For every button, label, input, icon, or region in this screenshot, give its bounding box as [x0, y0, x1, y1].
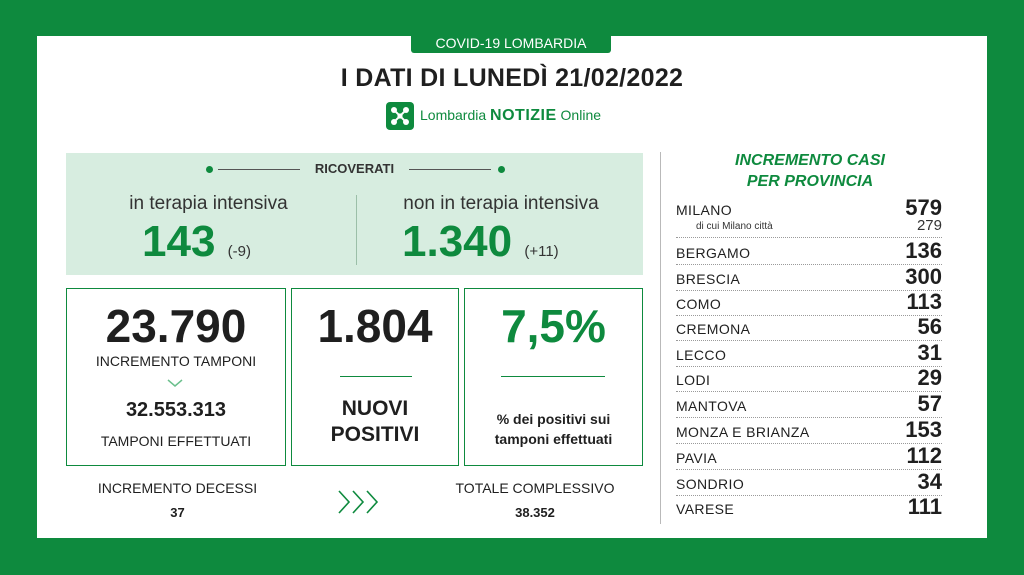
province-value: 579 — [905, 195, 942, 220]
nti-value — [402, 217, 559, 267]
ti-value-number: 143 — [142, 217, 216, 266]
province-name: SONDRIO — [676, 476, 745, 492]
percentuale-box — [464, 288, 643, 466]
decessi-total-value: 38.352 — [515, 505, 555, 520]
tamponi-box — [66, 288, 286, 466]
province-row — [676, 342, 942, 367]
province-row — [676, 240, 942, 265]
logo-suffix: Online — [560, 107, 602, 123]
decessi-increment-label: INCREMENTO DECESSI — [97, 480, 258, 496]
province-name: MILANO — [676, 202, 733, 218]
province-name: LECCO — [676, 347, 727, 363]
province-name: VARESE — [676, 501, 735, 517]
province-value: 57 — [917, 391, 942, 416]
province-row — [676, 393, 942, 418]
province-value: 56 — [917, 314, 942, 339]
lombardia-rose-icon — [386, 102, 414, 130]
chevrons-right-icon — [337, 488, 381, 521]
province-row — [676, 316, 942, 341]
province-value: 112 — [906, 443, 942, 468]
province-row — [676, 266, 942, 291]
province-value: 300 — [905, 264, 942, 289]
ricoverati-line-right — [409, 169, 491, 170]
province-row — [676, 496, 942, 520]
milano-sub-row — [676, 219, 942, 238]
milano-sub-value: 279 — [916, 217, 942, 234]
header-pill: COVID-19 LOMBARDIA — [411, 33, 611, 53]
province-value: 113 — [906, 289, 942, 314]
ricoverati-title: RICOVERATI — [314, 161, 395, 176]
tamponi-total-label: TAMPONI EFFETTUATI — [100, 433, 252, 449]
ricoverati-divider — [356, 195, 357, 265]
province-value: 34 — [917, 469, 942, 494]
province-name: CREMONA — [676, 321, 751, 337]
decessi-total-label: TOTALE COMPLESSIVO — [455, 480, 615, 496]
tamponi-total: 32.553.313 — [125, 399, 227, 421]
page-title: I DATI DI LUNEDÌ 21/02/2022 — [340, 64, 684, 92]
ricoverati-panel — [66, 153, 643, 275]
province-value: 29 — [917, 365, 942, 390]
province-name: PAVIA — [676, 450, 718, 466]
nti-value-number: 1.340 — [402, 217, 513, 266]
province-row — [676, 419, 942, 444]
province-title-line1: INCREMENTO CASI — [735, 152, 885, 169]
percentuale-value: 7,5% — [501, 300, 606, 352]
positivi-box — [291, 288, 459, 466]
positivi-value: 1.804 — [317, 300, 433, 352]
province-name: MONZA E BRIANZA — [676, 424, 810, 440]
province-value: 136 — [905, 238, 942, 263]
province-title-line2: PER PROVINCIA — [746, 173, 874, 190]
logo-text — [420, 107, 601, 125]
province-separator — [660, 152, 661, 524]
lombardia-notizie-logo — [386, 101, 601, 131]
ti-value — [142, 217, 251, 267]
province-name: LODI — [676, 372, 711, 388]
positivi-divider — [340, 376, 412, 377]
positivi-label-line2: POSITIVI — [330, 423, 420, 446]
province-value: 31 — [917, 340, 942, 365]
tamponi-increment: 23.790 — [105, 300, 247, 352]
positivi-label-line1: NUOVI — [341, 397, 409, 420]
percentuale-label-line2: tamponi effettuati — [494, 431, 613, 447]
province-row — [676, 445, 942, 470]
ti-label: in terapia intensiva — [129, 193, 288, 214]
province-title — [670, 150, 950, 192]
province-row — [676, 291, 942, 316]
tamponi-increment-label: INCREMENTO TAMPONI — [95, 353, 257, 369]
percentuale-label-line1: % dei positivi sui — [496, 411, 611, 427]
province-name: BRESCIA — [676, 271, 741, 287]
percentuale-divider — [501, 376, 605, 377]
chevron-down-icon — [167, 375, 183, 393]
province-row — [676, 471, 942, 496]
province-name: MANTOVA — [676, 398, 747, 414]
province-row — [676, 197, 942, 221]
province-row — [676, 367, 942, 392]
milano-sub-label: di cui Milano città — [696, 221, 773, 232]
ti-delta: (-9) — [227, 243, 251, 260]
decessi-increment-value: 37 — [170, 505, 185, 520]
province-name: BERGAMO — [676, 245, 751, 261]
province-name: COMO — [676, 296, 722, 312]
nti-label: non in terapia intensiva — [403, 193, 599, 214]
logo-brand: Lombardia — [420, 107, 487, 123]
logo-strong: NOTIZIE — [490, 107, 557, 124]
province-value: 111 — [907, 494, 942, 519]
nti-delta: (+11) — [524, 243, 559, 260]
province-value: 153 — [905, 417, 942, 442]
ricoverati-dot-right — [498, 166, 505, 173]
